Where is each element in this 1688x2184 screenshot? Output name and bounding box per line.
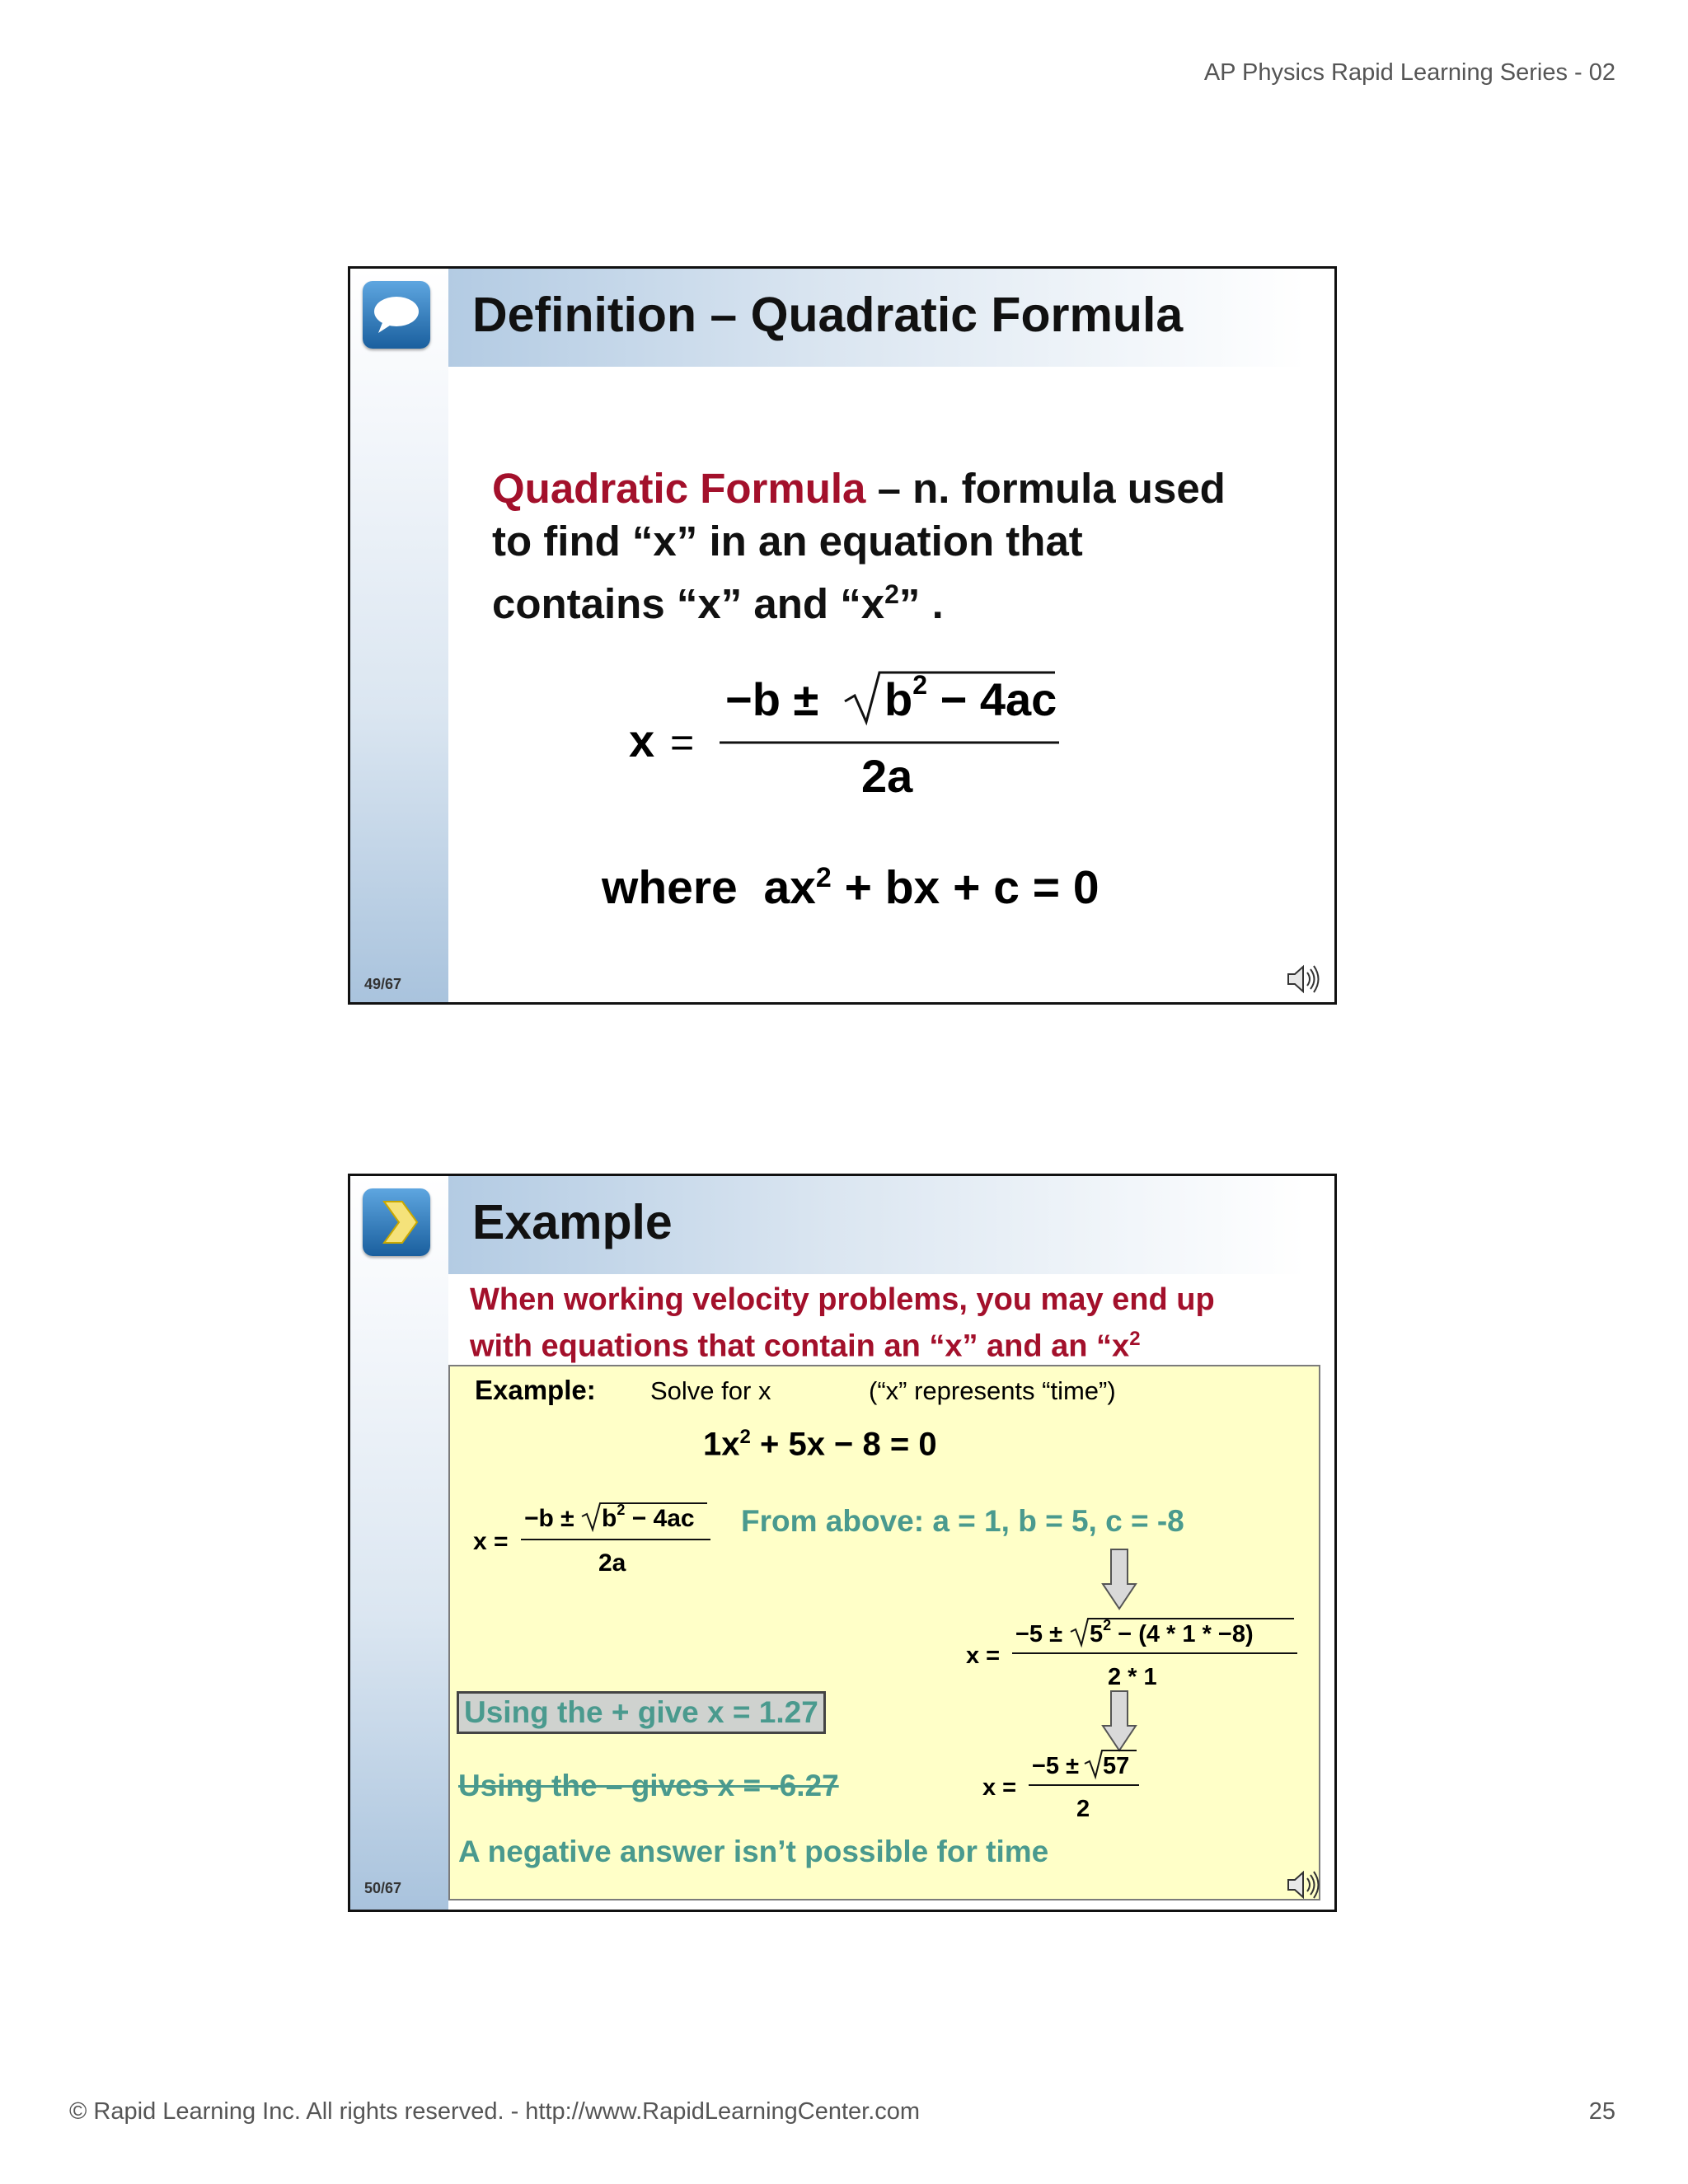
- where-clause: [602, 860, 1100, 915]
- slide-title: Definition – Quadratic Formula: [472, 288, 1184, 342]
- small-formula-denominator: 2a: [598, 1549, 626, 1577]
- intro-superscript: 2: [1129, 1328, 1141, 1350]
- page-number: 25: [1588, 2098, 1615, 2125]
- where-ax: ax: [763, 861, 816, 914]
- equation-rest: + 5x − 8 = 0: [750, 1426, 937, 1463]
- definition-line-1: – n. formula used: [865, 465, 1226, 512]
- instruction-text: Solve for x: [650, 1376, 771, 1405]
- radicand: $b^2 - 4ac$: [884, 670, 1057, 725]
- formula-denominator: 2a: [861, 750, 913, 802]
- equals-sign: =: [670, 719, 695, 766]
- example-label: Example:: [475, 1375, 596, 1405]
- small-formula-numerator: −b ±: [524, 1505, 574, 1532]
- slide-definition: [348, 266, 1337, 1005]
- slide-title: Example: [472, 1195, 673, 1249]
- time-note: (“x” represents “time”): [869, 1376, 1116, 1405]
- definition-line-3: contains “x” and “x: [492, 580, 885, 627]
- slide-page-number: 49/67: [364, 976, 402, 992]
- slide-page-number: 50/67: [364, 1880, 402, 1896]
- down-arrow-icon: [1101, 1690, 1137, 1752]
- speech-bubble-icon: [363, 281, 430, 349]
- intro-text: [470, 1280, 1311, 1366]
- speaker-icon[interactable]: [1285, 1867, 1321, 1903]
- copyright-footer: © Rapid Learning Inc. All rights reserved. - http://www.RapidLearningCenter.com: [69, 2098, 921, 2125]
- result-radicand: 57: [1103, 1753, 1130, 1779]
- definition-line-3-end: ” .: [898, 580, 944, 627]
- formula-numerator: −b ±: [725, 673, 819, 725]
- coefficients-text: From above: a = 1, b = 5, c = -8: [741, 1504, 1184, 1538]
- small-quadratic-formula: [467, 1498, 730, 1589]
- intro-line-1: When working velocity problems, you may end up: [470, 1282, 1215, 1317]
- equation-lhs: 1x: [703, 1426, 740, 1463]
- subst-formula-numerator: −5 ±: [1015, 1621, 1063, 1647]
- slide-sidebar: [350, 269, 448, 1002]
- where-exponent: 2: [815, 862, 832, 893]
- conclusion-text: A negative answer isn’t possible for time: [458, 1835, 1049, 1868]
- down-arrow-icon: [1101, 1548, 1137, 1610]
- definition-text: [492, 462, 1300, 630]
- equation-exponent: 2: [739, 1426, 751, 1448]
- speaker-icon[interactable]: [1285, 961, 1321, 997]
- plus-result: Using the + give x = 1.27: [457, 1691, 826, 1734]
- definition-superscript: 2: [884, 579, 899, 609]
- quadratic-formula: [622, 656, 1084, 821]
- subst-formula-denominator: 2 * 1: [1108, 1664, 1157, 1690]
- slide-example: [348, 1174, 1337, 1912]
- small-radicand: $b^2 - 4ac$: [602, 1502, 695, 1532]
- series-header: AP Physics Rapid Learning Series - 02: [1203, 59, 1615, 86]
- result-formula-numerator: −5 ±: [1032, 1753, 1080, 1779]
- example-panel: [448, 1365, 1320, 1900]
- small-formula-lhs: x =: [473, 1528, 509, 1555]
- formula-lhs: x: [629, 715, 655, 766]
- definition-line-2: to find “x” in an equation that: [492, 518, 1083, 565]
- subst-formula-lhs: x =: [966, 1643, 1001, 1669]
- result-formula-lhs: x =: [982, 1774, 1017, 1801]
- intro-line-2: with equations that contain an “x” and an “x: [470, 1329, 1130, 1364]
- where-rest: + bx + c = 0: [831, 861, 1100, 914]
- where-word: where: [602, 861, 738, 914]
- result-formula: [978, 1746, 1175, 1836]
- result-formula-denominator: 2: [1076, 1796, 1090, 1822]
- example-equation: [703, 1426, 937, 1463]
- arrow-right-icon: [363, 1188, 430, 1256]
- subst-radicand: $5^2 - (4 * 1 * -8)$: [1090, 1617, 1254, 1647]
- minus-result: Using the – gives x = -6.27: [458, 1769, 839, 1802]
- slide-sidebar: [350, 1176, 448, 1910]
- definition-term: Quadratic Formula: [492, 465, 866, 512]
